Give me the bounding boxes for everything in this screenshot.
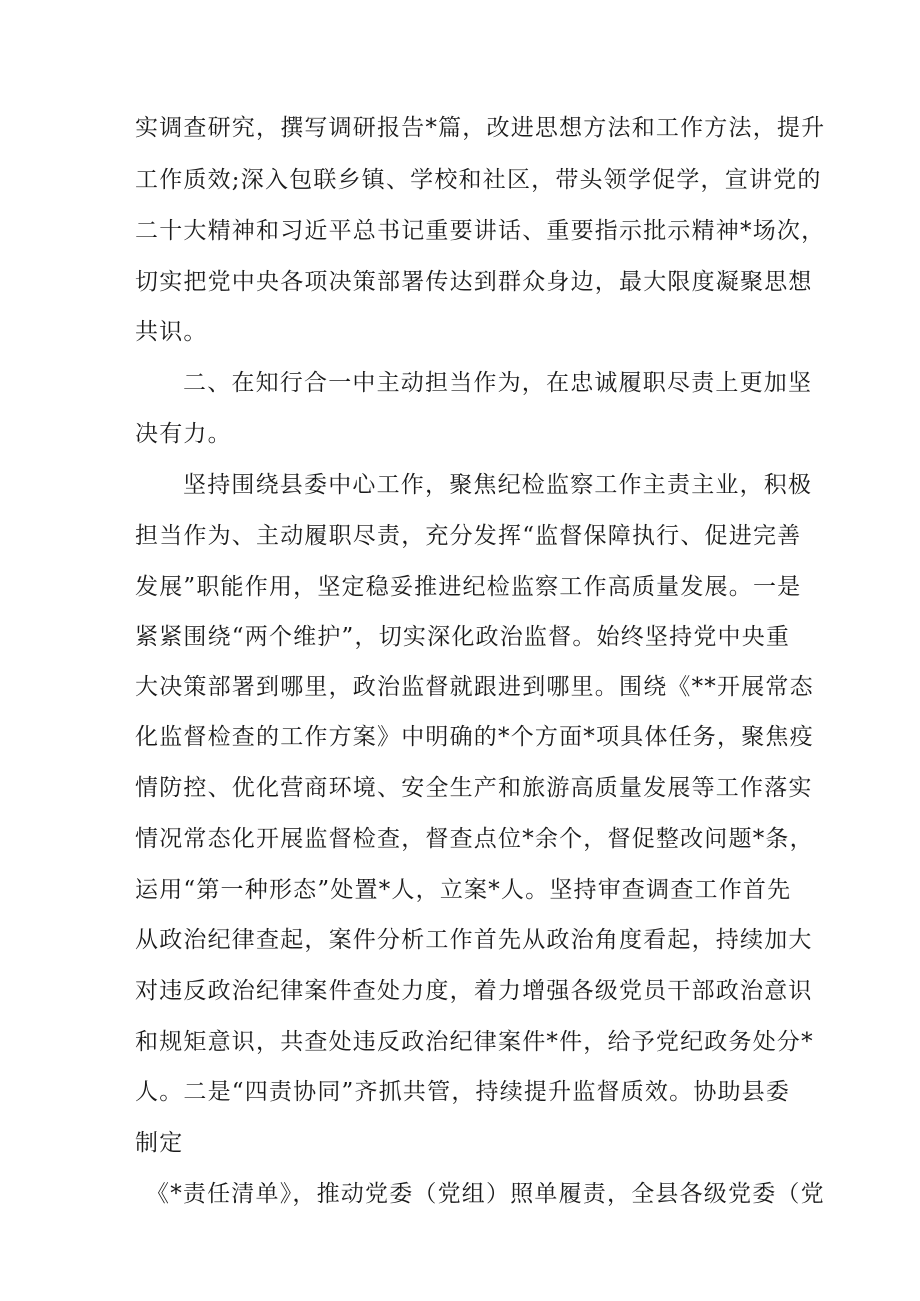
text-line-8: 坚持围绕县委中心工作，聚焦纪检监察工作主责主业，积极 [183,472,813,498]
text-line-15: 情况常态化开展监督检查，督查点位*余个，督促整改问题*条， [135,826,814,852]
text-line-2: 工作质效;深入包联乡镇、学校和社区，带头领学促学，宣讲党的 [135,167,822,193]
text-line-11: 紧紧围绕“两个维护”，切实深化政治监督。始终坚持党中央重 [135,624,791,650]
text-line-14: 情防控、优化营商环境、安全生产和旅游高质量发展等工作落实 [135,775,813,801]
text-line-19: 和规矩意识，共查处违反政治纪律案件*件，给予党纪政务处分* [135,1029,814,1055]
text-line-20: 人。二是“四责协同”齐抓共管，持续提升监督质效。协助县委 [135,1079,791,1105]
text-line-10: 发展”职能作用，坚定稳妥推进纪检监察工作高质量发展。一是 [135,574,802,600]
text-line-18: 对违反政治纪律案件查处力度，着力增强各级党员干部政治意识 [135,978,813,1004]
section-heading-line-2: 决有力。 [135,421,232,447]
text-line-4: 切实把党中央各项决策部署传达到群众身边，最大限度凝聚思想 [135,269,813,295]
text-line-1: 实调查研究，撰写调研报告*篇，改进思想方法和工作方法，提升 [135,115,826,141]
text-line-21: 制定 [135,1130,184,1156]
text-line-16: 运用“第一种形态”处置*人，立案*人。坚持审查调查工作首先 [135,877,792,903]
section-heading-line-1: 二、在知行合一中主动担当作为，在忠诚履职尽责上更加坚 [183,370,813,396]
text-line-5: 共识。 [135,319,208,345]
text-line-9: 担当作为、主动履职尽责，充分发挥“监督保障执行、促进完善 [135,523,802,549]
text-line-13: 化监督检查的工作方案》中明确的*个方面*项具体任务，聚焦疫 [135,724,814,750]
text-line-17: 从政治纪律查起，案件分析工作首先从政治角度看起，持续加大 [135,927,813,953]
text-line-12: 大决策部署到哪里，政治监督就跟进到哪里。围绕《**开展常态 [135,674,814,700]
text-line-22: 《*责任清单》，推动党委（党组）照单履责，全县各级党委（党 [146,1181,825,1207]
text-line-3: 二十大精神和习近平总书记重要讲话、重要指示批示精神*场次， [135,218,826,244]
